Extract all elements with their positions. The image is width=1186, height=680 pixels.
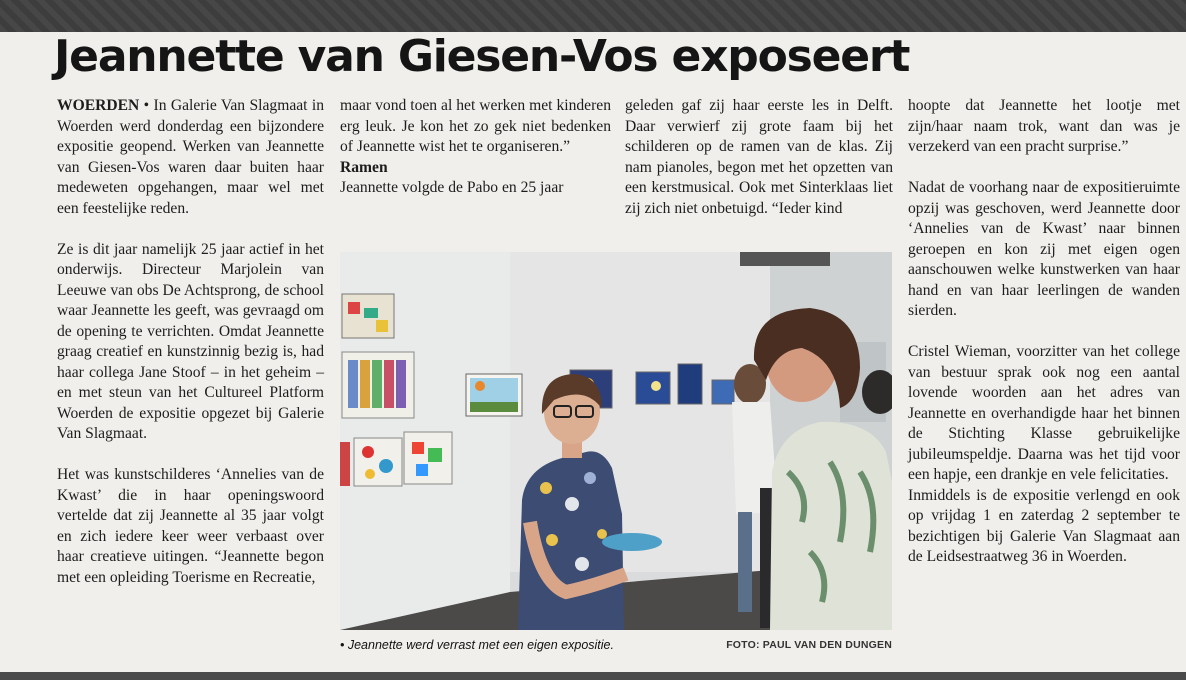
paragraph: WOERDEN • In Galerie Van Slagmaat in Woerden werd donderdag een bijzondere expositie geopend. Werken van Jeannette van Giesen-Vos waren daar buiten haar medeweten opgehangen, maar wel met een feestelijke reden.: [57, 97, 324, 217]
article-photo: [340, 252, 892, 630]
article-column-1: [57, 96, 324, 588]
subheading: Ramen: [340, 158, 388, 176]
paragraph: Inmiddels is de expositie verlengd en ook op vrijdag 1 en zaterdag 2 september te bezichtigen bij Galerie Van Slagmaat aan de Leidsestraatweg 36 in Woerden.: [908, 486, 1180, 565]
paragraph: maar vond toen al het werken met kinderen erg leuk. Je kon het zo gek niet bedenken of Jeannette wist het te organiseren.”: [340, 97, 611, 155]
paragraph: Jeannette volgde de Pabo en 25 jaar: [340, 179, 564, 196]
article-column-4: [908, 96, 1180, 568]
paragraph-text: In Galerie Van Slagmaat in Woerden werd donderdag een bijzondere expositie geopend. Werken van Jeannette van Giesen-Vos waren daar buiten haar medeweten opgehangen, maar wel met een feestelijke reden.: [57, 97, 324, 217]
dateline: WOERDEN: [57, 97, 140, 114]
paragraph: geleden gaf zij haar eerste les in Delft. Daar verwierf zij grote faam bij het schilderen op de ramen van de klas. Zij nam pianoles, begon met het opzetten van een kerstmusical. Ook met Sinterklaas liet zij zich niet onbetuigd. “Ieder kind: [625, 97, 893, 217]
screen-bottom-band: [0, 672, 1186, 680]
paragraph: Cristel Wieman, voorzitter van het college van bestuur sprak ook nog een aantal lovende woorden aan het adres van Jeannette en overhandigde haar het binnen de Stichting Klasse gebruikelijke jubileumspeldje. Daarna was het tijd voor een hapje, een drankje en vele felicitaties.: [908, 343, 1180, 483]
paragraph: Het was kunstschilderes ‘Annelies van de Kwast’ die in haar openingswoord vertelde dat zij Jeannette al 35 jaar volgt en zich iedere keer weer verbaast over haar creatieve uitingen. “Jeannette begon met een opleiding Toerisme en Recreatie,: [57, 466, 324, 586]
article-headline: Jeannette van Giesen-Vos exposeert: [54, 31, 910, 82]
photo-credit: FOTO: PAUL VAN DEN DUNGEN: [726, 639, 892, 651]
photo-caption: • Jeannette werd verrast met een eigen expositie.: [340, 638, 614, 652]
article-column-3: [625, 96, 893, 219]
screen-top-band: [0, 0, 1186, 32]
gallery-scene-illustration: [340, 252, 892, 630]
paragraph: Nadat de voorhang naar de expositieruimte opzij was geschoven, werd Jeannette door ‘Annelies van de Kwast’ naar binnen geroepen en kon zij met eigen ogen aanschouwen welke kunstwerken van haar hand en van haar leerlingen de wanden sierden.: [908, 179, 1180, 319]
paragraph: Ze is dit jaar namelijk 25 jaar actief in het onderwijs. Directeur Marjolein van Leeuwe van obs De Achtsprong, de school waar Jeannette les geeft, was gevraagd om de opening te verrichten. Omdat Jeannette graag creatief en kunstzinnig bezig is, had haar collega Jane Stoof – in het geheim – en met steun van het Cultureel Platform Woerden de expositie opgezet bij Galerie Van Slagmaat.: [57, 240, 324, 442]
article-column-2: [340, 96, 611, 199]
paragraph: hoopte dat Jeannette het lootje met zijn/haar naam trok, want dan was je verzekerd van een pracht surprise.”: [908, 97, 1180, 155]
